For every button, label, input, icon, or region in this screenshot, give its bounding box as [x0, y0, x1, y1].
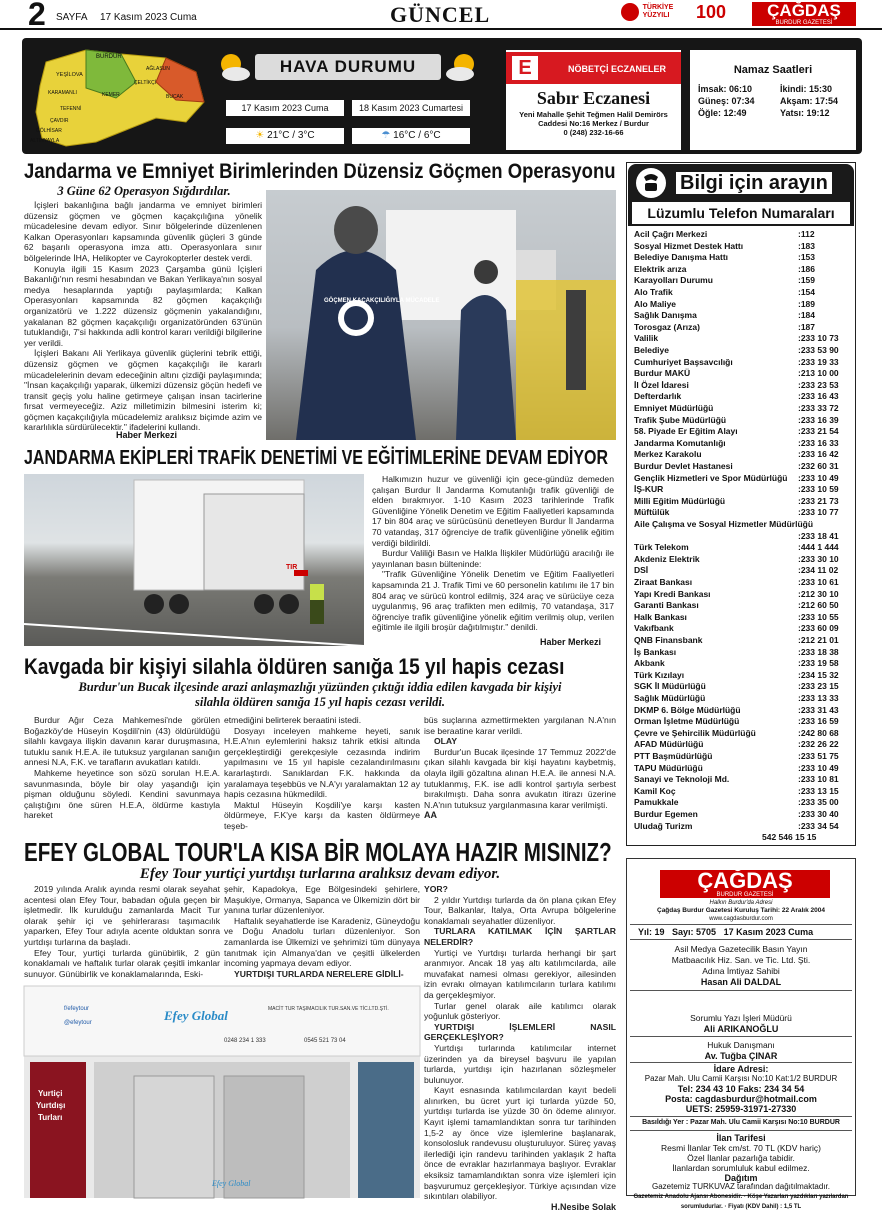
article4-headline: EFEY GLOBAL TOUR'LA KISA BİR MOLAYA HAZIR MISINIZ?	[24, 837, 612, 867]
sign-phone2: 0545 521 73 04	[304, 1038, 346, 1044]
phone-row	[634, 415, 852, 427]
phone-row	[634, 623, 852, 635]
phone-number: :233 30 10	[798, 553, 839, 564]
article4-photo	[24, 986, 420, 1198]
imprint-address: Pazar Mah. Ulu Camii Karşısı No:10 Kat:1/2 BURDUR	[644, 1074, 838, 1083]
map-label: TEFENNİ	[60, 106, 82, 112]
phone-number: :233 23 53	[798, 379, 839, 390]
phone-name: Cumhuriyet Başsavcılığı	[634, 356, 733, 367]
phone-row	[634, 542, 852, 554]
phone-name: Yapı Kredi Bankası	[634, 588, 711, 599]
phone-number: :233 10 59	[798, 484, 839, 495]
imprint-legal-label: Hukuk Danışmanı	[707, 1040, 775, 1050]
prayer-ogle: Öğle: 12:49	[698, 108, 747, 118]
issue-date: 17 Kasım 2023 Cuma	[100, 12, 197, 23]
phone-name: Burdur Egemen	[634, 809, 698, 819]
phone-row	[634, 600, 852, 612]
phone-number: :233 53 90	[798, 345, 839, 355]
phone-name: Valilik	[634, 333, 659, 344]
imprint-logo: ÇAĞDAŞ BURDUR GAZETESİ	[660, 870, 830, 898]
phone-row	[634, 693, 852, 705]
article2-body: Halkımızın huzur ve güvenliği için gece-gündüz demeden çalışan Burdur İl Jandarma Komutanlığı trafik güvenliği de elden bırakmıyor. 1-10 Kasım 2023 tarihlerinde Trafik Güvenliğine Yönelik Denetim ve Eğitim Faaliyetleri kapsamında 17 bin 804 araç ve sürücüsünü denetleyen Burdur İl Jandarma 70 vatandaş, 317 öğrenciye de trafik güvenliğine yönelik eğitim verdiği bildirildi. Burdur Valiliği Basın ve Halkla İlişkiler Müdürlüğü aracılığı ile yayınlanan basın bülteninde: "Trafik Güvenliğine Yönelik Denetim ve Eğitim Faaliyetleri kapsamında 21 J. Trafik Timi ve 60 personelin katılımı ile 17 bin 804 araç ve sürücü kontrol edilmiş, 324 araç ve sürücüye ceza uygulanmış, 96 araç trafikten men edilmiş, 70 vatandaşa, 317 öğrenciye trafik güvenliğine yönelik eğitim verilmiş olup, verilen eğitimle ile ilgili broşür dağıtılmıştır." denildi.	[372, 474, 614, 633]
imprint-editor: Ali ARIKANOĞLU	[703, 1024, 779, 1034]
phone-name: Çevre ve Şehircilik Müdürlüğü	[634, 727, 756, 738]
window-text: Yurtdışı	[36, 1101, 66, 1110]
phone-number: :233 30 40	[798, 809, 839, 819]
phone-name: Uludağ Turizm	[634, 820, 693, 831]
phone-name: Burdur MAKÜ	[634, 368, 691, 379]
phone-number: :187	[798, 321, 816, 332]
phone-row	[634, 368, 852, 380]
phone-number: :233 51 75	[798, 751, 839, 761]
imprint-editor-label: Sorumlu Yazı İşleri Müdürü	[690, 1013, 792, 1023]
map-label: ÇELTİKÇİ	[134, 80, 157, 86]
imprint-owner: Hasan Ali DALDAL	[700, 977, 782, 987]
phone-number: :234 11 02	[798, 565, 839, 576]
phone-name: 58. Piyade Er Eğitim Alayı	[634, 426, 738, 437]
phone-number: :233 18 38	[798, 646, 839, 657]
phone-row	[634, 589, 852, 601]
phone-name: Alo Trafik	[634, 287, 673, 297]
imprint-address-label: İdare Adresi:	[713, 1064, 769, 1074]
weather-title: HAVA DURUMU	[255, 54, 441, 80]
map-label: ALTINYAYLA	[30, 138, 60, 144]
weather-day2-date: 18 Kasım 2023 Cumartesi	[352, 100, 470, 116]
imprint-uets: UETS: 25959-31971-27330	[685, 1104, 797, 1114]
section-title: GÜNCEL	[390, 2, 491, 27]
phone-row	[634, 670, 852, 682]
phone-number: :234 15 32	[798, 669, 839, 680]
phone-row	[634, 531, 852, 543]
phone-name: QNB Finansbank	[634, 635, 703, 645]
prayer-ikindi: İkindi: 15:30	[780, 84, 833, 94]
divider	[630, 924, 852, 925]
article4-subhead: Efey Tour yurtiçi yurtdışı turlarına aralıksız devam ediyor.	[139, 866, 501, 882]
imprint-ad3: İlanlardan sorumluluk kabul edilmez.	[672, 1163, 810, 1173]
phone-row	[634, 241, 852, 253]
phone-row	[634, 751, 852, 763]
phone-row	[634, 496, 852, 508]
window-text: Yurtiçi	[38, 1089, 63, 1098]
phone-number: :233 21 54	[798, 426, 839, 437]
phone-number: :186	[798, 263, 816, 274]
phone-number: :233 19 58	[798, 658, 839, 669]
phone-name: Jandarma Komutanlığı	[634, 437, 726, 448]
page-number: 2	[28, 0, 46, 32]
phone-row	[634, 287, 852, 299]
phone-number: :233 16 33	[798, 437, 839, 448]
phone-number: :233 35 00	[798, 797, 839, 808]
phone-row	[634, 264, 852, 276]
phone-row	[634, 229, 852, 241]
phone-number: :159	[798, 275, 816, 286]
map-label: BUCAK	[166, 94, 184, 100]
imprint-dist-label: Dağıtım	[724, 1173, 758, 1183]
phone-number: :232 60 31	[798, 461, 839, 471]
article3-headline: Kavgada bir kişiyi silahla öldüren sanığa 15 yıl hapis cezası	[24, 654, 565, 679]
phone-number: :233 60 09	[798, 623, 839, 634]
phone-name: Garanti Bankası	[634, 600, 699, 611]
prayer-yatsi: Yatsı: 19:12	[780, 108, 830, 118]
divider	[630, 1062, 852, 1063]
phone-name: Sağlık Danışma	[634, 310, 697, 321]
phone-number: :233 16 39	[798, 414, 839, 425]
newspaper-logo: ÇAĞDAŞ BURDUR GAZETESİ	[752, 2, 856, 26]
phone-row	[634, 612, 852, 624]
imprint-mail: Posta: cagdasburdur@hotmail.com	[665, 1094, 817, 1104]
map-label: GÖLHİSAR	[36, 128, 62, 134]
window-brand: Efey Global	[212, 1179, 251, 1188]
phone-row	[634, 275, 852, 287]
prayer-gunes: Güneş: 07:34	[698, 96, 755, 106]
imprint-print: Basıldığı Yer : Pazar Mah. Ulu Camii Karşısı No:10 BURDUR	[642, 1119, 840, 1126]
social-instagram: @efeytour	[64, 1020, 92, 1026]
phone-name: Defterdarlık	[634, 391, 682, 402]
phone-number: :183	[798, 240, 816, 251]
phone-row	[634, 519, 852, 531]
truck-plate: TIR	[286, 564, 298, 571]
imprint-publisher2: Matbaacılık Hiz. San. ve Tic. Ltd. Şti.	[671, 955, 811, 965]
phone-name: Ziraat Bankası	[634, 577, 693, 587]
phone-name: Belediye Danışma Hattı	[634, 252, 729, 263]
pharmacy-label: NÖBETÇİ ECZANELER	[568, 64, 667, 74]
phone-row	[634, 577, 852, 589]
phone-row	[634, 797, 852, 809]
vest-text: GÖÇMEN KAÇAKÇILIĞIYLA MÜCADELE	[324, 298, 440, 304]
divider	[630, 1036, 852, 1037]
article3-col3: büs suçlarına azmettirmekten yargılanan N.A'nın ise beraatine karar verildi. OLAY Burdur'un Bucak ilçesinde 17 Temmuz 2022'de çıkan silahlı kavgada bir kişi hayatını kaybetmiş, olayla ilgili gözaltına alınan H.E.A. ile annesi N.A. tutuklanmış, F.K. ise adli kontrol şartıyla serbest bırakılmıştı. Daha sonra avukatın itirazı üzerine N.A'nın tutuksuz yargılanmasına karar verilmişti. AA	[424, 715, 616, 821]
pharmacy-name: Sabır Eczanesi	[536, 88, 651, 108]
phone-name: PTT Başmüdürlüğü	[634, 751, 713, 761]
article3-subhead: Burdur'un Bucak ilçesinde arazi anlaşmazlığı yüzünden çıktığı iddia edilen kavgada bir kişiyi silahla öldüren sanığa 15 yıl hapis cezası verildi.	[78, 680, 562, 709]
phone-number: :233 19 33	[798, 356, 839, 367]
phone-number: :233 10 73	[798, 333, 839, 344]
phone-number: :233 13 15	[798, 785, 839, 796]
phone-name: Pamukkale	[634, 797, 679, 808]
article2-headline: JANDARMA EKİPLERİ TRAFİK DENETİMİ VE EĞİTİMLERİNE DEVAM EDİYOR	[24, 447, 609, 469]
imprint-issue: Yıl: 19 Sayı: 5705 17 Kasım 2023 Cuma	[638, 927, 814, 937]
phone-row	[634, 310, 852, 322]
map-label: KEMER	[102, 92, 120, 98]
phone-name: Akbank	[634, 658, 665, 669]
phone-directory-subtitle: Lüzumlu Telefon Numaraları	[632, 202, 850, 224]
phone-name: Karayolları Durumu	[634, 275, 713, 286]
phone-row	[634, 438, 852, 450]
sign-phone1: 0248 234 1 333	[224, 1038, 266, 1044]
phone-name: İş Bankası	[634, 646, 677, 657]
phone-number: :112	[798, 229, 815, 239]
phone-number: :233 16 42	[798, 449, 839, 460]
article4-col3: YOR? 2 yıldır Yurtdışı turlarda da ön plana çıkan Efey Tour, Balkanlar, İtalya, Orta Avrupa bölgelerine konaklamalı seyahatler düzenliyor. TURLARA KATILMAK İÇİN ŞARTLAR NELERDİR? Yurtiçi ve Yurtdışı turlarda herhangi bir şart aranmıyor. Ancak 18 yaş altı katılımcılarda, aile muvafakat namesi olması gerekiyor, ailesinden izin evrakı olmayan katılımcıların turlara katılımı da gerçekleşmiyor. Turlar genel olarak aile katılımcı olarak yoğunluk gösteriyor. YURTDIŞI İŞLEMLERİ NASIL GERÇEKLEŞİYOR? Yurtdışı turlarında katılımcılar internet üzerinden ya da bireysel başvuru ile yapılan turlarda, yurtdışı için hazırlanan sözleşmeler bulunuyor. Kayıt esnasında katılımcılardan kayıt bedeli alınırken, bu ücret yurt içi turlarda yüzde 50, yurtdışı turlarda ise yüzde 30 ön ödeme alınıyor. Kayıt işlemi tamamlandıktan sonra tur tarihinden 1,5-2 ay önce vize işlemlerine başlanarak, konsolosluk randevusu oluşturuluyor. Süreç yavaş ilerlediği için randevu tarihinden yaklaşık 2 hafta önce de evraklar hazırlanmaya başlıyor. Evraklar eksiksiz tamamlandıktan sonra vize işlemleri için başvurumuz gerçekleşiyor. Türkiye açısından vize sıkıntıları olabiliyor. H.Nesibe Solak	[424, 884, 616, 1212]
imprint-publisher: Asil Medya Gazetecilik Basın Yayın	[674, 944, 808, 954]
phone-row	[634, 380, 852, 392]
map-label: BURDUR	[96, 54, 122, 60]
phone-number: :233 10 77	[798, 507, 839, 518]
phone-number: :233 16 43	[798, 391, 839, 402]
phone-row	[634, 832, 852, 844]
article4-col2: şehir, Kapadokya, Ege Bölgesindeki şehirlere, Maşukiye, Ormanya, Sapanca ve Ülkemizin dört bir yanına turlar düzenleniyor. Haftalık seyahatlerde ise Karadeniz, Güneydoğu ve Doğu Anadolu turları düzenleniyor. Son zamanlarda ise Ülkemizi ve şehrimizi tüm dünyaya tanıtmak için Almanya'dan ve çeşitli ülkelerden incoming yapmaya devam ediyor. YURTDIŞI TURLARDA NERELERE GİDİLİ-	[224, 884, 420, 979]
weather-day2-temp: ☂ 16°C / 6°C	[352, 128, 470, 144]
rain-cloud-icon: ☂	[381, 130, 391, 141]
phone-number: :213 10 00	[798, 368, 839, 379]
pharmacy-e-icon: E	[512, 56, 538, 80]
phone-name: Sağlık Müdürlüğü	[634, 693, 706, 703]
article2-photo	[24, 474, 364, 646]
phone-row	[634, 705, 852, 717]
phone-row	[634, 658, 852, 670]
phone-number: :212 21 01	[798, 635, 839, 645]
phone-row	[634, 252, 852, 264]
turkey-century-logo: TÜRKİYE YÜZYILI	[618, 3, 676, 27]
prayer-times-title: Namaz Saatleri	[733, 64, 813, 76]
phone-number: :233 31 43	[798, 704, 839, 715]
phone-directory-title: Bilgi için arayın	[672, 172, 836, 195]
phone-number: :233 18 41	[798, 530, 839, 541]
article1-subhead: 3 Güne 62 Operasyon Sığdırdılar.	[57, 184, 231, 198]
weather-day1-temp: ☀ 21°C / 3°C	[226, 128, 344, 144]
phone-name: Alo Maliye	[634, 298, 677, 309]
phone-row	[634, 716, 852, 728]
phone-row	[634, 809, 852, 821]
phone-name: Kamil Koç	[634, 785, 676, 796]
phone-name: Milli Eğitim Müdürlüğü	[634, 495, 726, 506]
phone-name: Aile Çalışma ve Sosyal Hizmetler Müdürlüğü	[634, 519, 814, 529]
phone-row	[634, 461, 852, 473]
phone-name: Vakıfbank	[634, 623, 674, 634]
sun-cloud-icon	[216, 50, 252, 82]
phone-number: :184	[798, 310, 816, 321]
sign-title: MACİT TUR TAŞIMACILIK TUR.SAN.VE TİC.LTD.ŞTİ.	[268, 1006, 389, 1012]
phone-number: :212 60 50	[798, 600, 839, 611]
phone-name: Orman İşletme Müdürlüğü	[634, 716, 740, 727]
phone-number: :233 21 73	[798, 495, 839, 506]
prayer-aksam: Akşam: 17:54	[780, 96, 839, 106]
phone-row	[634, 426, 852, 438]
phone-number: :233 10 49	[798, 762, 839, 773]
phone-name: Sanayi ve Teknoloji Md.	[634, 774, 730, 785]
sun-icon: ☀	[255, 130, 265, 141]
article4-col1: 2019 yılında Aralık ayında resmi olarak seyahat acentesi olan Efey Tour, babadan oğula geçen bir işletmedir. İlk kurulduğu zamanlarda Macit Tur olarak şehir içi ve şehirlerarası taşımacılık yaparken, Efey Tour adıyla acente olduktan sonra yurtdışı turlarına da başladı. Efey Tour, yurtiçi turlarda günübirlik, 2 gün konaklamalı ve haftalık turlar olarak çeşitli imkanlar sunuyor. Günübirlik ve konaklamalarında, Eski-	[24, 884, 220, 979]
phone-name: AFAD Müdürlüğü	[634, 739, 704, 750]
window-text: Turları	[38, 1113, 63, 1122]
map-label: KARAMANLI	[48, 90, 77, 96]
phone-row	[634, 357, 852, 369]
phone-number: :242 80 68	[798, 727, 839, 738]
phone-row	[634, 507, 852, 519]
divider	[630, 939, 852, 940]
imprint-aa: Gazetemiz Anadolu Ajansı Abonesidir. · Köşe Yazarları yazdıkları yazılardan sorumludurlar. · Fiyatı (KDV Dahil) : 1,5 TL	[633, 1194, 849, 1210]
sun-cloud-icon	[442, 50, 482, 82]
phone-number: :233 10 61	[798, 577, 839, 587]
imprint-owner-label: Adına İmtiyaz Sahibi	[702, 966, 780, 976]
phone-row	[634, 449, 852, 461]
prayer-imsak: İmsak: 06:10	[698, 84, 753, 94]
phone-name: İl Özel İdaresi	[634, 379, 689, 390]
phone-row	[634, 554, 852, 566]
divider	[630, 1116, 852, 1117]
phone-row	[634, 681, 852, 693]
imprint-tagline: Halkın Burdur'da Adresi	[709, 900, 773, 906]
phone-row	[634, 728, 852, 740]
phone-name: Sosyal Hizmet Destek Hattı	[634, 240, 744, 251]
phone-name: DSİ	[634, 565, 649, 576]
phone-number: :444 1 444	[798, 542, 839, 553]
article3-col2: etmediğini belirterek beraatini istedi. Dosyayı inceleyen mahkeme heyeti, sanık H.E.A'nın eylemlerini haksız tahrik etkisi altında gerçekleştirdiği gerekçesiyle cezasında indirim yapılmasını ve 15 yıl hapisle cezalandırılmasını kararlaştırdı. Sanıklardan F.K. hakkında da yaralamaya teşebbüs ve N.A'yı yaralamaktan 12 ay hapis cezasına hükmedildi. Maktul Hüseyin Koşdili'ye karşı kasten öldürmeye, F.K'ye karşı da kasten öldürmeye teşeb-	[224, 715, 420, 831]
imprint-web: www.cagdasburdur.com	[709, 916, 773, 922]
phone-name: Emniyet Müdürlüğü	[634, 403, 714, 413]
phone-row	[634, 763, 852, 775]
phone-number: :232 26 22	[798, 739, 839, 750]
phone-number: :153	[798, 252, 816, 263]
map-label: ÇAVDIR	[50, 118, 69, 124]
page-label: SAYFA	[56, 12, 88, 23]
imprint-ad-label: İlan Tarifesi	[716, 1133, 766, 1143]
100-year-logo: 100	[695, 2, 727, 22]
imprint-ad1: Resmi İlanlar Tek cm/st. 70 TL (KDV hariç)	[661, 1143, 821, 1153]
phone-number: :233 33 72	[798, 403, 839, 413]
phone-name: Türk Kızılayı	[634, 669, 685, 680]
phone-row	[634, 484, 852, 496]
phone-name: Merkez Karakolu	[634, 449, 702, 460]
divider	[630, 1130, 852, 1131]
phone-row	[634, 333, 852, 345]
phone-name: Trafik Şube Müdürlüğü	[634, 414, 727, 425]
phone-row	[634, 565, 852, 577]
imprint-founded: Çağdaş Burdur Gazetesi Kuruluş Tarihi: 22 Aralık 2004	[657, 907, 825, 914]
weather-day1-date: 17 Kasım 2023 Cuma	[226, 100, 344, 116]
phone-name: İŞ-KUR	[634, 484, 664, 495]
phone-name: Burdur Devlet Hastanesi	[634, 461, 733, 471]
article1-signature: Haber Merkezi	[116, 430, 178, 440]
pharmacy-address: Yeni Mahalle Şehit Teğmen Halil Demirörs Caddesi No:16 Merkez / Burdur 0 (248) 232-16-66	[519, 110, 668, 137]
imprint-dist: Gazetemiz TURKUVAZ tarafından dağıtılmaktadır.	[652, 1182, 830, 1191]
phone-name: Gençlik Hizmetleri ve Spor Müdürlüğü	[634, 472, 788, 483]
phone-number: :233 10 55	[798, 611, 839, 622]
phone-number: :233 10 81	[798, 774, 839, 785]
article1-photo	[266, 190, 616, 440]
phone-row	[634, 322, 852, 334]
phone-row	[634, 786, 852, 798]
map-label: YEŞİLOVA	[56, 72, 83, 78]
phone-number: 542 546 15 15	[762, 832, 817, 843]
phone-number: :212 30 10	[798, 588, 839, 599]
article2-signature: Haber Merkezi	[540, 637, 602, 647]
article3-col1: Burdur Ağır Ceza Mahkemesi'nde görülen Boğazköy'de Hüseyin Koşdili'nin (43) öldürüldüğü silahlı kavgaya ilişkin davanın karar duruşmasına, tutuklu sanık H.E.A. ile tutuksuz yargılanan sanığın annesi N.A, F.K. ve tarafların avukatları katıldı. Mahkeme heyetince son sözü sorulan H.E.A. savunmasında, böyle bir olay yaşandığı için pişman olduğunu söyledi. Kendini savunmaya çalıştığını öne süren H.E.A, öldürme kastıyla hareket	[24, 715, 220, 821]
phone-name: Acil Çağrı Merkezi	[634, 229, 708, 239]
phone-row	[634, 821, 852, 833]
phone-number: :233 16 59	[798, 716, 839, 727]
phone-name: Akdeniz Elektrik	[634, 553, 700, 564]
phone-row	[634, 647, 852, 659]
burdur-map	[26, 42, 210, 150]
social-facebook: f/efeytour	[64, 1006, 90, 1012]
phone-number: :233 34 54	[798, 820, 839, 831]
imprint-ad2: Özel İlanlar pazarlığa tabidir.	[687, 1153, 795, 1163]
phone-name: Türk Telekom	[634, 542, 689, 553]
imprint-legal: Av. Tuğba ÇINAR	[704, 1051, 778, 1061]
imprint-tel: Tel: 234 43 10 Faks: 234 34 54	[677, 1084, 805, 1094]
phone-number: :233 13 33	[798, 693, 839, 703]
phone-name: Belediye	[634, 345, 669, 355]
article1-body: İçişleri bakanlığına bağlı jandarma ve emniyet birimleri düzensiz göçmen ve göçmen kaçakçılığına yönelik mücadelesine devam ediyor. Sınır bölgelerinde düzenlenen Kalkan Operasyonları kapsamında güvenlik güçleri 3 günde 62 başarılı operasyona imza attı. Operasyonlara sınır bölgelerinde İHA, Helikopter ve Cayrokopterler destek verdi. Konuyla ilgili 15 Kasım 2023 Çarşamba günü İçişleri Bakanlığı'nın resmi hesabından ve Bakan Yerlikaya'nın sosyal medya hesaplarında yaptığı paylaşımlarda; Kalkan Operasyonları kapsamında 82 göçmen kaçakçılığı organizatörü ve 1.222 düzensiz göçmenin yakalandığını, yakalanan 82 göçmen kaçakçılığı organizatöründen 63'ünün tutuklandığı, 7'si hakkında adli kontrol kararı verildiği bilgilerine yer verildi. İçişleri Bakanı Ali Yerlikaya güvenlik güçlerini tebrik ettiği, düzensiz göçmen ve göçmen kaçakçılığı ile kararlı mücadelelerinin devam edeceğinin altını çizdiği paylaşımında; "İnsan kaçakçılığı yaparak, ülkemizi düzensiz göçün hedefi ve transit geçiş yolu haline getirmeye çalışan insan tacirlerine fırsat vermeyeceğiz. Aziz milletimizin bilmesini isterim ki; göçmen kaçakçılığıyla mücadelemiz aralıksız biçimde azim ve kararlılıkla sürdürülecektir." ifadelerini kullandı.	[24, 200, 262, 433]
phone-row	[634, 345, 852, 357]
divider	[630, 990, 852, 991]
phone-row	[634, 299, 852, 311]
phone-name: Torosgaz (Arıza)	[634, 321, 700, 332]
phone-number: :233 10 49	[798, 472, 839, 483]
phone-name: Halk Bankası	[634, 611, 687, 622]
phone-row	[634, 403, 852, 415]
phone-row	[634, 391, 852, 403]
article1-headline: Jandarma ve Emniyet Birimlerinden Düzensiz Göçmen Operasyonu	[24, 160, 616, 183]
phone-number: :233 23 15	[798, 681, 839, 692]
phone-name: DKMP 6. Bölge Müdürlüğü	[634, 704, 741, 715]
phone-name: Müftülük	[634, 507, 670, 518]
map-label: AĞLASUN	[146, 66, 170, 72]
phone-name: Elektrik arıza	[634, 263, 687, 274]
phone-icon	[636, 168, 666, 198]
sign-brand: Efey Global	[164, 1008, 228, 1023]
phone-name: SGK İl Müdürlüğü	[634, 681, 706, 692]
phone-row	[634, 635, 852, 647]
phone-name: TAPU Müdürlüğü	[634, 762, 703, 773]
phone-row	[634, 739, 852, 751]
phone-row	[634, 774, 852, 786]
phone-row	[634, 473, 852, 485]
phone-number: :154	[798, 287, 816, 297]
phone-number: :189	[798, 298, 816, 309]
